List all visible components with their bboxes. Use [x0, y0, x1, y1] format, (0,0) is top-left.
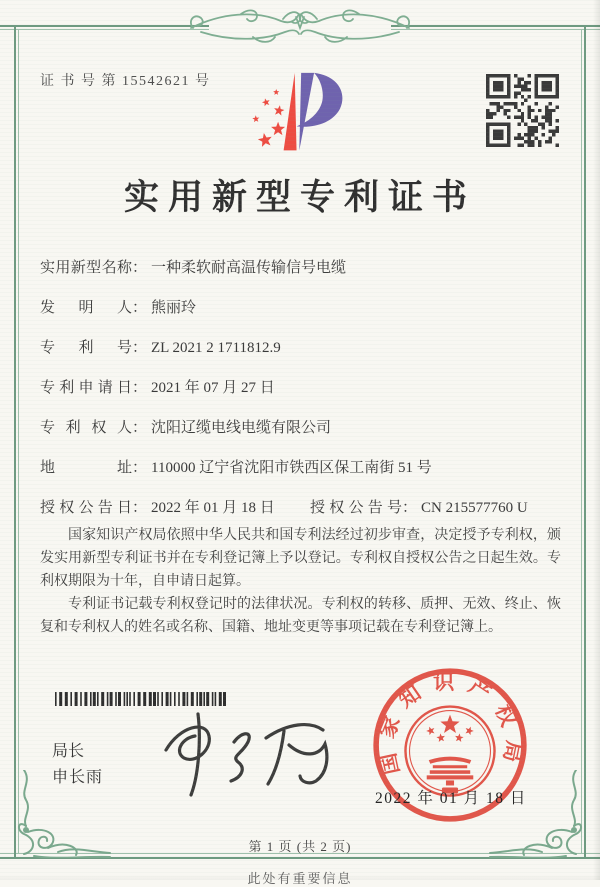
field-row: 专 利 号 ： ZL 2021 2 1711812.9: [40, 328, 560, 368]
field-value-filing-date: 2021 年 07 月 27 日: [151, 380, 275, 396]
field-label: 地 址: [40, 460, 132, 476]
certificate-number: 证 书 号 第 15542621 号: [40, 74, 211, 89]
field-label: 发 明 人: [40, 300, 132, 316]
national-emblem-icon: [405, 707, 494, 796]
field-row: 发 明 人 ： 熊丽玲: [40, 288, 560, 328]
commissioner-title: 局长: [52, 743, 85, 760]
field-label: 授 权 公 告 日: [40, 500, 132, 516]
clipped-bottom-text: 此处有重要信息: [247, 871, 353, 886]
field-value-inventor: 熊丽玲: [151, 300, 197, 316]
field-label: 专 利 号: [40, 340, 132, 356]
commissioner-signature: [138, 698, 333, 803]
qr-code: [486, 74, 559, 147]
field-row: [40, 248, 560, 288]
field-label: 专 利 权 人: [40, 420, 132, 436]
field-value-grant-number: CN 215577760 U: [421, 500, 528, 516]
field-value-address: 110000 辽宁省沈阳市铁西区保工南街 51 号: [151, 460, 432, 476]
field-value-patentee: 沈阳辽缆电线电缆有限公司: [151, 420, 332, 436]
colon: ：: [132, 260, 148, 276]
field-row: 专 利 申 请 日 ： 2021 年 07 月 27 日: [40, 368, 560, 408]
frame-right-line: [584, 25, 586, 859]
field-row: 授 权 公 告 日 ： 2022 年 01 月 18 日 授 权 公 告 号 ： CN 215577760 U: [40, 488, 560, 528]
frame-right-inner-line: [581, 29, 582, 854]
page-footer: 第 1 页 (共 2 页): [248, 839, 352, 854]
field-label: 授 权 公 告 号: [310, 500, 402, 516]
cnipa-logo-icon: [243, 64, 363, 174]
seal-text: 国家知识产权局: [373, 670, 527, 777]
legal-text: [40, 524, 561, 639]
field-pair-grant-number: 授 权 公 告 号 ： CN 215577760 U: [310, 488, 528, 528]
grant-paragraph-1: 国家知识产权局依照中华人民共和国专利法经过初步审查，决定授予专利权，颁发实用新型专利证书并在专利登记簿上予以登记。专利权自授权公告之日起生效。专利权期限为十年，自申请日起算。: [40, 528, 561, 589]
top-dragon-ornament-icon: [183, 1, 417, 49]
field-row: 专 利 权 人 ： 沈阳辽缆电线电缆有限公司: [40, 408, 560, 448]
field-value-patent-number: ZL 2021 2 1711812.9: [151, 340, 281, 356]
grant-paragraph-2: 专利证书记载专利权登记时的法律状况。专利权的转移、质押、无效、终止、恢复和专利权人的姓名或名称、国籍、地址变更等事项记载在专利登记簿上。: [40, 597, 561, 635]
frame-left-line: [14, 25, 16, 859]
field-label: 实 用 新 型 名 称: [40, 260, 132, 276]
frame-left-inner-line: [18, 29, 19, 854]
seal-date: 2022 年 01 月 18 日: [375, 790, 527, 807]
field-row: 地 址 ： 110000 辽宁省沈阳市铁西区保工南街 51 号: [40, 448, 560, 488]
field-list: [40, 248, 560, 528]
logo-stars-icon: [252, 89, 285, 147]
commissioner-name: 申长雨: [52, 769, 104, 786]
field-label: 专 利 申 请 日: [40, 380, 132, 396]
field-value-grant-date: 2022 年 01 月 18 日: [151, 500, 275, 516]
certificate-title: 实用新型专利证书: [123, 178, 476, 217]
field-value-utility-model-name: 一种柔软耐高温传输信号电缆: [151, 260, 347, 276]
